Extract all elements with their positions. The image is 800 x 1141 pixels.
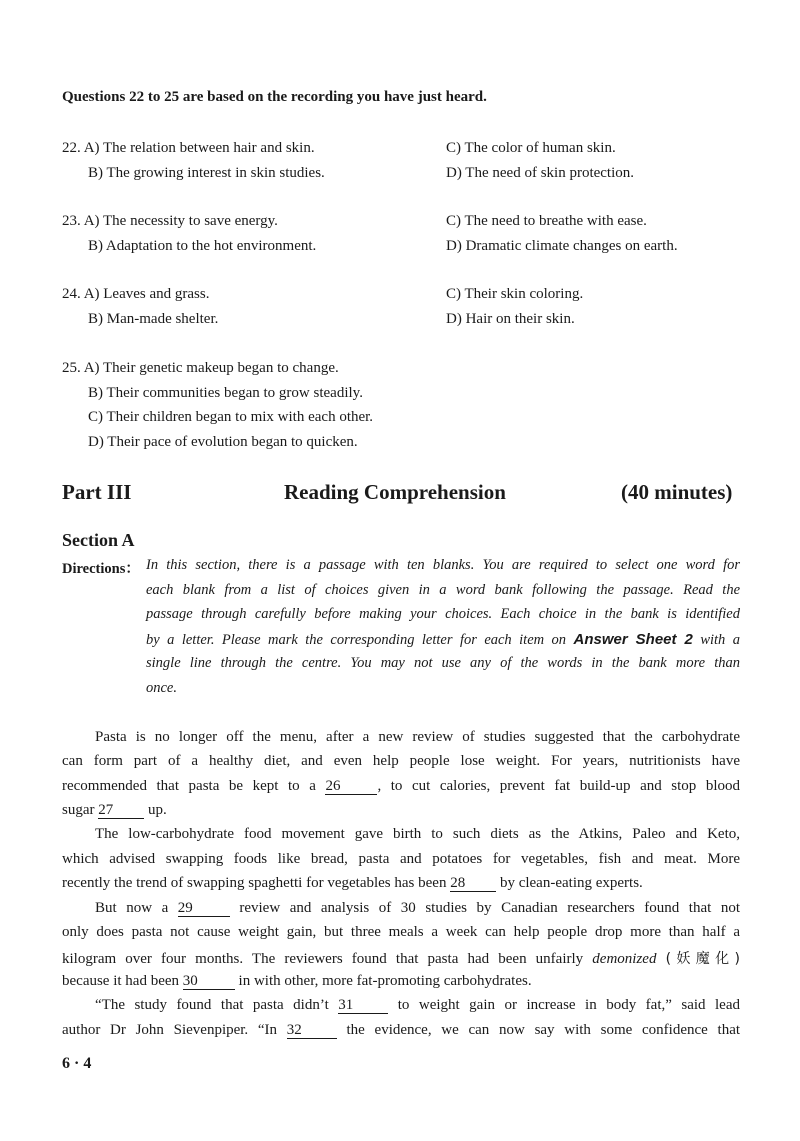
section-title: Section A xyxy=(62,530,135,550)
part-title: Reading Comprehension xyxy=(284,480,506,504)
blank-26: 26 xyxy=(325,778,377,795)
questions-heading: Questions 22 to 25 are based on the recording you have just heard. xyxy=(62,89,487,105)
q25-option-b: B) Their communities began to grow steadily. xyxy=(88,385,363,401)
passage-line: can form part of a healthy diet, and even help people lose weight. For years, nutritionists have xyxy=(62,753,740,769)
directions-label: Directions： xyxy=(62,561,140,577)
directions-line-3: passage through carefully before making your choices. Each choice in the bank is identified xyxy=(146,606,740,622)
passage-line: Pasta is no longer off the menu, after a new review of studies suggested that the carbohydrate xyxy=(95,729,740,745)
passage-line: recommended that pasta be kept to a 26 , to cut calories, prevent fat build-up and stop blood xyxy=(62,778,741,794)
blank-30: 30 xyxy=(183,973,235,990)
q23-option-d: D) Dramatic climate changes on earth. xyxy=(446,238,678,254)
directions-line-2: each blank from a list of choices given in a word bank following the passage. Read the xyxy=(146,582,740,598)
q22-option-d: D) The need of skin protection. xyxy=(446,165,635,181)
passage-line: only does pasta not cause weight gain, but three meals a week can help people drop more than half a xyxy=(62,924,740,940)
blank-29: 29 xyxy=(178,900,230,917)
blank-32: 32 xyxy=(287,1022,337,1039)
blank-31: 31 xyxy=(338,997,388,1014)
passage-line: sugar 27 up. xyxy=(62,802,167,818)
q24-option-c: C) Their skin coloring. xyxy=(446,286,584,302)
answer-sheet-label: Answer Sheet 2 xyxy=(573,631,693,648)
passage-line: because it had been 30 in with other, more fat-promoting carbohydrates. xyxy=(62,973,532,989)
directions-line-1: In this section, there is a passage with ten blanks. You are required to select one word for xyxy=(146,557,740,573)
passage-line: which advised swapping foods like bread, pasta and potatoes for vegetables, fish and meat. More xyxy=(62,851,740,867)
passage-line: recently the trend of swapping spaghetti for vegetables has been 28 by clean-eating experts. xyxy=(62,875,643,891)
q23-option-c: C) The need to breathe with ease. xyxy=(446,213,647,229)
q25-option-d: D) Their pace of evolution began to quicken. xyxy=(88,434,358,450)
directions-line-4: by a letter. Please mark the corresponding letter for each item on Answer Sheet 2 with a xyxy=(146,631,740,648)
part-time: (40 minutes) xyxy=(621,480,733,504)
q22-option-c: C) The color of human skin. xyxy=(446,140,616,156)
blank-27: 27 xyxy=(98,802,144,819)
q24-option-b: B) Man-made shelter. xyxy=(88,311,219,327)
page-number: 6 · 4 xyxy=(62,1055,92,1072)
blank-28: 28 xyxy=(450,875,496,892)
q22-option-b: B) The growing interest in skin studies. xyxy=(88,165,325,181)
directions-line-5: single line through the centre. You may not use any of the words in the bank more than xyxy=(146,655,740,671)
q22-option-a: 22. A) The relation between hair and skin. xyxy=(62,140,315,156)
passage-line: The low-carbohydrate food movement gave birth to such diets as the Atkins, Paleo and Keto, xyxy=(95,826,740,842)
passage-line: “The study found that pasta didn’t 31 to weight gain or increase in body fat,” said lead xyxy=(95,997,741,1013)
passage-line: author Dr John Sievenpiper. “In 32 the evidence, we can now say with some confidence that xyxy=(62,1022,741,1038)
q24-option-d: D) Hair on their skin. xyxy=(446,311,575,327)
directions-line-6: once. xyxy=(146,680,177,696)
q23-option-a: 23. A) The necessity to save energy. xyxy=(62,213,278,229)
q25-option-c: C) Their children began to mix with each other. xyxy=(88,409,374,425)
part-label: Part III xyxy=(62,480,132,504)
passage-line: But now a 29 review and analysis of 30 studies by Canadian researchers found that not xyxy=(95,900,740,916)
passage-line: kilogram over four months. The reviewers found that pasta had been unfairly demonized (妖魔化) xyxy=(62,951,740,967)
q24-option-a: 24. A) Leaves and grass. xyxy=(62,286,210,302)
q25-option-a: 25. A) Their genetic makeup began to change. xyxy=(62,360,339,376)
q23-option-b: B) Adaptation to the hot environment. xyxy=(88,238,317,254)
